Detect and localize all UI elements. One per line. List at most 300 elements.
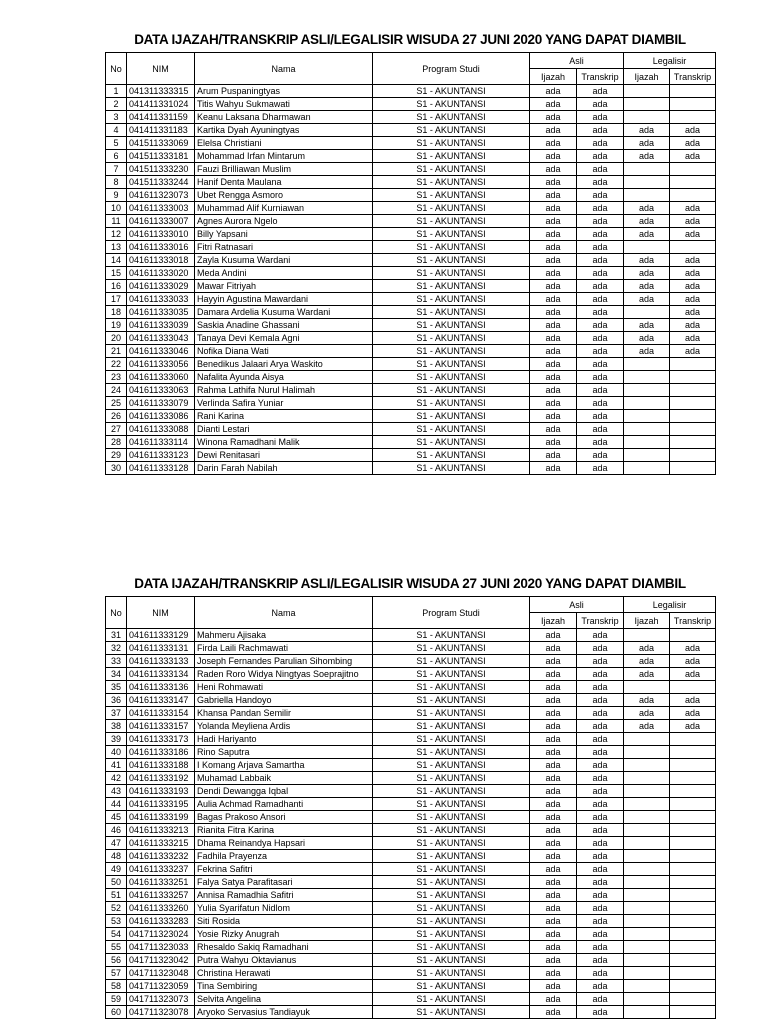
cell-program-studi: S1 - AKUNTANSI: [373, 436, 530, 449]
cell-asli-ijazah: ada: [530, 759, 577, 772]
cell-asli-ijazah: ada: [530, 902, 577, 915]
cell-asli-ijazah: ada: [530, 928, 577, 941]
cell-no: 3: [106, 111, 127, 124]
cell-legalisir-transkrip: [670, 397, 716, 410]
cell-legalisir-transkrip: ada: [670, 280, 716, 293]
table-row: [106, 772, 716, 785]
cell-legalisir-transkrip: ada: [670, 642, 716, 655]
table-row: [106, 993, 716, 1006]
cell-asli-transkrip: ada: [577, 980, 624, 993]
cell-legalisir-ijazah: [624, 410, 670, 423]
cell-nama: Mohammad Irfan Mintarum: [195, 150, 373, 163]
cell-asli-transkrip: ada: [577, 306, 624, 319]
cell-program-studi: S1 - AKUNTANSI: [373, 111, 530, 124]
cell-asli-transkrip: ada: [577, 241, 624, 254]
cell-no: 40: [106, 746, 127, 759]
cell-nim: 041711323078: [127, 1006, 195, 1019]
cell-asli-transkrip: ada: [577, 358, 624, 371]
cell-nama: Siti Rosida: [195, 915, 373, 928]
table-row: [106, 876, 716, 889]
cell-asli-ijazah: ada: [530, 837, 577, 850]
cell-asli-transkrip: ada: [577, 967, 624, 980]
cell-legalisir-transkrip: ada: [670, 668, 716, 681]
header-asli: Asli: [530, 53, 624, 69]
cell-nim: 041611333213: [127, 824, 195, 837]
cell-nama: Elelsa Christiani: [195, 137, 373, 150]
cell-legalisir-ijazah: [624, 967, 670, 980]
cell-asli-ijazah: ada: [530, 720, 577, 733]
cell-nim: 041611333193: [127, 785, 195, 798]
cell-legalisir-transkrip: [670, 863, 716, 876]
cell-legalisir-transkrip: [670, 759, 716, 772]
cell-legalisir-transkrip: [670, 941, 716, 954]
cell-asli-transkrip: ada: [577, 189, 624, 202]
cell-program-studi: S1 - AKUNTANSI: [373, 837, 530, 850]
table-row: [106, 124, 716, 137]
cell-program-studi: S1 - AKUNTANSI: [373, 189, 530, 202]
cell-nim: 041411331159: [127, 111, 195, 124]
cell-no: 25: [106, 397, 127, 410]
cell-asli-ijazah: ada: [530, 98, 577, 111]
cell-asli-transkrip: ada: [577, 720, 624, 733]
table-row: [106, 928, 716, 941]
table-row: [106, 267, 716, 280]
table-row: [106, 319, 716, 332]
cell-legalisir-ijazah: [624, 423, 670, 436]
header-legalisir: Legalisir: [624, 597, 716, 613]
cell-legalisir-transkrip: [670, 111, 716, 124]
cell-nim: 041611333086: [127, 410, 195, 423]
cell-asli-transkrip: ada: [577, 642, 624, 655]
cell-nama: Kartika Dyah Ayuningtyas: [195, 124, 373, 137]
cell-no: 27: [106, 423, 127, 436]
table-row: [106, 241, 716, 254]
cell-nim: 041711323048: [127, 967, 195, 980]
cell-asli-transkrip: ada: [577, 228, 624, 241]
cell-program-studi: S1 - AKUNTANSI: [373, 124, 530, 137]
cell-no: 56: [106, 954, 127, 967]
cell-legalisir-ijazah: [624, 954, 670, 967]
header-asli-ijazah: Ijazah: [530, 613, 577, 629]
cell-legalisir-ijazah: [624, 928, 670, 941]
cell-asli-transkrip: ada: [577, 176, 624, 189]
cell-nama: Dendi Dewangga Iqbal: [195, 785, 373, 798]
cell-asli-ijazah: ada: [530, 176, 577, 189]
cell-legalisir-transkrip: [670, 241, 716, 254]
table-row: [106, 189, 716, 202]
cell-nim: 041611333136: [127, 681, 195, 694]
cell-no: 36: [106, 694, 127, 707]
cell-legalisir-ijazah: [624, 384, 670, 397]
table-row: [106, 967, 716, 980]
cell-no: 34: [106, 668, 127, 681]
table-row: [106, 254, 716, 267]
cell-legalisir-transkrip: [670, 928, 716, 941]
cell-nim: 041611333195: [127, 798, 195, 811]
cell-legalisir-ijazah: [624, 902, 670, 915]
data-table: [105, 52, 716, 475]
cell-nama: Arum Puspaningtyas: [195, 85, 373, 98]
cell-legalisir-ijazah: ada: [624, 267, 670, 280]
cell-legalisir-transkrip: [670, 915, 716, 928]
header-nim: NIM: [127, 597, 195, 629]
cell-asli-transkrip: ada: [577, 707, 624, 720]
cell-nama: Dianti Lestari: [195, 423, 373, 436]
cell-no: 39: [106, 733, 127, 746]
cell-nama: Muhamad Labbaik: [195, 772, 373, 785]
cell-legalisir-ijazah: ada: [624, 137, 670, 150]
cell-nim: 041511333244: [127, 176, 195, 189]
cell-no: 26: [106, 410, 127, 423]
cell-nama: Nafalita Ayunda Aisya: [195, 371, 373, 384]
cell-asli-ijazah: ada: [530, 694, 577, 707]
cell-program-studi: S1 - AKUNTANSI: [373, 280, 530, 293]
table-row: [106, 358, 716, 371]
cell-asli-ijazah: ada: [530, 876, 577, 889]
cell-legalisir-transkrip: ada: [670, 150, 716, 163]
cell-asli-transkrip: ada: [577, 98, 624, 111]
cell-no: 8: [106, 176, 127, 189]
cell-asli-transkrip: ada: [577, 332, 624, 345]
cell-legalisir-ijazah: [624, 397, 670, 410]
cell-asli-ijazah: ada: [530, 228, 577, 241]
cell-program-studi: S1 - AKUNTANSI: [373, 202, 530, 215]
cell-legalisir-transkrip: [670, 876, 716, 889]
cell-asli-transkrip: ada: [577, 397, 624, 410]
header-no: No: [106, 597, 127, 629]
cell-nama: Yolanda Meyliena Ardis: [195, 720, 373, 733]
cell-asli-transkrip: ada: [577, 124, 624, 137]
cell-legalisir-transkrip: [670, 850, 716, 863]
cell-asli-transkrip: ada: [577, 163, 624, 176]
cell-asli-transkrip: ada: [577, 785, 624, 798]
cell-program-studi: S1 - AKUNTANSI: [373, 371, 530, 384]
cell-legalisir-transkrip: [670, 423, 716, 436]
cell-legalisir-transkrip: [670, 85, 716, 98]
cell-nama: Tina Sembiring: [195, 980, 373, 993]
cell-legalisir-ijazah: [624, 798, 670, 811]
cell-program-studi: S1 - AKUNTANSI: [373, 397, 530, 410]
cell-legalisir-ijazah: [624, 759, 670, 772]
cell-legalisir-transkrip: ada: [670, 655, 716, 668]
cell-asli-ijazah: ada: [530, 397, 577, 410]
cell-asli-transkrip: ada: [577, 293, 624, 306]
table-row: [106, 332, 716, 345]
cell-no: 58: [106, 980, 127, 993]
table-row: [106, 681, 716, 694]
cell-legalisir-transkrip: [670, 1006, 716, 1019]
cell-legalisir-ijazah: [624, 863, 670, 876]
cell-legalisir-transkrip: [670, 785, 716, 798]
cell-nim: 041611333007: [127, 215, 195, 228]
cell-nim: 041611333063: [127, 384, 195, 397]
cell-legalisir-transkrip: [670, 410, 716, 423]
cell-legalisir-transkrip: [670, 798, 716, 811]
cell-program-studi: S1 - AKUNTANSI: [373, 772, 530, 785]
table-row: [106, 629, 716, 642]
cell-legalisir-ijazah: [624, 980, 670, 993]
cell-legalisir-ijazah: [624, 176, 670, 189]
cell-legalisir-transkrip: [670, 902, 716, 915]
cell-no: 6: [106, 150, 127, 163]
cell-asli-ijazah: ada: [530, 863, 577, 876]
cell-legalisir-ijazah: ada: [624, 694, 670, 707]
table-row: [106, 345, 716, 358]
header-legalisir-ijazah: Ijazah: [624, 69, 670, 85]
cell-asli-transkrip: ada: [577, 202, 624, 215]
cell-no: 16: [106, 280, 127, 293]
cell-legalisir-ijazah: [624, 629, 670, 642]
cell-no: 31: [106, 629, 127, 642]
cell-legalisir-ijazah: [624, 241, 670, 254]
cell-asli-transkrip: ada: [577, 150, 624, 163]
cell-legalisir-ijazah: [624, 993, 670, 1006]
cell-no: 55: [106, 941, 127, 954]
cell-nim: 041711323042: [127, 954, 195, 967]
cell-program-studi: S1 - AKUNTANSI: [373, 423, 530, 436]
cell-no: 18: [106, 306, 127, 319]
cell-nama: Rianita Fitra Karina: [195, 824, 373, 837]
cell-nim: 041511333181: [127, 150, 195, 163]
cell-nama: Selvita Angelina: [195, 993, 373, 1006]
table-row: [106, 384, 716, 397]
cell-no: 19: [106, 319, 127, 332]
cell-legalisir-transkrip: [670, 462, 716, 475]
cell-asli-ijazah: ada: [530, 967, 577, 980]
cell-no: 33: [106, 655, 127, 668]
cell-program-studi: S1 - AKUNTANSI: [373, 733, 530, 746]
cell-asli-ijazah: ada: [530, 941, 577, 954]
cell-legalisir-transkrip: [670, 824, 716, 837]
cell-asli-ijazah: ada: [530, 772, 577, 785]
cell-asli-ijazah: ada: [530, 980, 577, 993]
cell-legalisir-transkrip: [670, 371, 716, 384]
cell-nim: 041611333192: [127, 772, 195, 785]
cell-asli-transkrip: ada: [577, 759, 624, 772]
cell-asli-ijazah: ada: [530, 111, 577, 124]
cell-legalisir-ijazah: [624, 785, 670, 798]
cell-nama: Aryoko Servasius Tandiayuk: [195, 1006, 373, 1019]
cell-nama: Raden Roro Widya Ningtyas Soeprajitno: [195, 668, 373, 681]
cell-no: 51: [106, 889, 127, 902]
cell-nama: Gabriella Handoyo: [195, 694, 373, 707]
cell-nama: Dhama Reinandya Hapsari: [195, 837, 373, 850]
cell-program-studi: S1 - AKUNTANSI: [373, 254, 530, 267]
table-row: [106, 850, 716, 863]
cell-no: 41: [106, 759, 127, 772]
cell-nim: 041411331024: [127, 98, 195, 111]
cell-asli-ijazah: ada: [530, 746, 577, 759]
cell-asli-ijazah: ada: [530, 423, 577, 436]
cell-legalisir-ijazah: [624, 915, 670, 928]
table-row: [106, 462, 716, 475]
cell-legalisir-ijazah: [624, 98, 670, 111]
cell-asli-transkrip: ada: [577, 733, 624, 746]
cell-asli-transkrip: ada: [577, 863, 624, 876]
cell-nim: 041611333128: [127, 462, 195, 475]
cell-no: 42: [106, 772, 127, 785]
cell-no: 47: [106, 837, 127, 850]
cell-legalisir-ijazah: ada: [624, 215, 670, 228]
cell-program-studi: S1 - AKUNTANSI: [373, 798, 530, 811]
header-asli-transkrip: Transkrip: [577, 69, 624, 85]
cell-no: 43: [106, 785, 127, 798]
table-row: [106, 1006, 716, 1019]
cell-no: 2: [106, 98, 127, 111]
cell-program-studi: S1 - AKUNTANSI: [373, 306, 530, 319]
cell-nama: Meda Andini: [195, 267, 373, 280]
cell-legalisir-transkrip: ada: [670, 345, 716, 358]
cell-legalisir-transkrip: ada: [670, 306, 716, 319]
table-row: [106, 98, 716, 111]
cell-program-studi: S1 - AKUNTANSI: [373, 746, 530, 759]
cell-nama: Tanaya Devi Kemala Agni: [195, 332, 373, 345]
cell-asli-transkrip: ada: [577, 280, 624, 293]
cell-program-studi: S1 - AKUNTANSI: [373, 150, 530, 163]
table-row: [106, 655, 716, 668]
cell-legalisir-transkrip: [670, 772, 716, 785]
cell-no: 24: [106, 384, 127, 397]
header-asli-ijazah: Ijazah: [530, 69, 577, 85]
cell-program-studi: S1 - AKUNTANSI: [373, 850, 530, 863]
cell-legalisir-transkrip: [670, 163, 716, 176]
cell-asli-transkrip: ada: [577, 902, 624, 915]
cell-legalisir-ijazah: ada: [624, 228, 670, 241]
cell-nama: Zayla Kusuma Wardani: [195, 254, 373, 267]
cell-asli-transkrip: ada: [577, 811, 624, 824]
cell-asli-ijazah: ada: [530, 332, 577, 345]
cell-nim: 041611333129: [127, 629, 195, 642]
cell-nim: 041711323073: [127, 993, 195, 1006]
cell-nim: 041611333088: [127, 423, 195, 436]
table-row: [106, 785, 716, 798]
cell-nama: Winona Ramadhani Malik: [195, 436, 373, 449]
cell-no: 38: [106, 720, 127, 733]
cell-nama: Agnes Aurora Ngelo: [195, 215, 373, 228]
cell-program-studi: S1 - AKUNTANSI: [373, 876, 530, 889]
cell-asli-transkrip: ada: [577, 824, 624, 837]
cell-nim: 041711323024: [127, 928, 195, 941]
cell-asli-transkrip: ada: [577, 837, 624, 850]
cell-nim: 041611333003: [127, 202, 195, 215]
cell-no: 22: [106, 358, 127, 371]
cell-asli-transkrip: ada: [577, 928, 624, 941]
cell-nama: Mahmeru Ajisaka: [195, 629, 373, 642]
cell-program-studi: S1 - AKUNTANSI: [373, 889, 530, 902]
table-row: [106, 707, 716, 720]
cell-asli-transkrip: ada: [577, 449, 624, 462]
cell-asli-ijazah: ada: [530, 280, 577, 293]
cell-nim: 041611333131: [127, 642, 195, 655]
cell-no: 32: [106, 642, 127, 655]
cell-no: 1: [106, 85, 127, 98]
cell-nim: 041611333016: [127, 241, 195, 254]
table-row: [106, 163, 716, 176]
cell-legalisir-transkrip: [670, 384, 716, 397]
cell-nama: Joseph Fernandes Parulian Sihombing: [195, 655, 373, 668]
cell-nama: Fadhila Prayenza: [195, 850, 373, 863]
cell-legalisir-transkrip: ada: [670, 707, 716, 720]
header-legalisir-transkrip: Transkrip: [670, 613, 716, 629]
header-legalisir-ijazah: Ijazah: [624, 613, 670, 629]
cell-asli-ijazah: ada: [530, 785, 577, 798]
cell-nim: 041611333114: [127, 436, 195, 449]
cell-legalisir-ijazah: [624, 462, 670, 475]
cell-asli-ijazah: ada: [530, 293, 577, 306]
table-row: [106, 798, 716, 811]
cell-legalisir-transkrip: ada: [670, 124, 716, 137]
cell-asli-ijazah: ada: [530, 345, 577, 358]
cell-no: 12: [106, 228, 127, 241]
cell-legalisir-transkrip: [670, 746, 716, 759]
cell-no: 15: [106, 267, 127, 280]
cell-asli-ijazah: ada: [530, 306, 577, 319]
cell-legalisir-transkrip: [670, 980, 716, 993]
cell-legalisir-ijazah: ada: [624, 319, 670, 332]
cell-no: 35: [106, 681, 127, 694]
table-row: [106, 759, 716, 772]
cell-nim: 041611333199: [127, 811, 195, 824]
cell-nama: Christina Herawati: [195, 967, 373, 980]
cell-legalisir-transkrip: [670, 358, 716, 371]
cell-asli-ijazah: ada: [530, 629, 577, 642]
cell-legalisir-ijazah: [624, 449, 670, 462]
cell-program-studi: S1 - AKUNTANSI: [373, 863, 530, 876]
cell-asli-ijazah: ada: [530, 358, 577, 371]
cell-asli-transkrip: ada: [577, 462, 624, 475]
cell-legalisir-transkrip: [670, 98, 716, 111]
table-row: [106, 902, 716, 915]
table-row: [106, 733, 716, 746]
table-row: [106, 863, 716, 876]
cell-nama: Dewi Renitasari: [195, 449, 373, 462]
table-row: [106, 915, 716, 928]
cell-nama: Falya Satya Parafitasari: [195, 876, 373, 889]
cell-no: 17: [106, 293, 127, 306]
header-nama: Nama: [195, 53, 373, 85]
cell-asli-ijazah: ada: [530, 850, 577, 863]
cell-program-studi: S1 - AKUNTANSI: [373, 163, 530, 176]
cell-asli-transkrip: ada: [577, 694, 624, 707]
cell-nim: 041611333215: [127, 837, 195, 850]
cell-nim: 041611333157: [127, 720, 195, 733]
cell-asli-ijazah: ada: [530, 707, 577, 720]
cell-nama: Rhesaldo Sakiq Ramadhani: [195, 941, 373, 954]
header-nama: Nama: [195, 597, 373, 629]
cell-program-studi: S1 - AKUNTANSI: [373, 967, 530, 980]
cell-nama: Mawar Fitriyah: [195, 280, 373, 293]
cell-legalisir-ijazah: ada: [624, 254, 670, 267]
cell-asli-transkrip: ada: [577, 410, 624, 423]
cell-legalisir-transkrip: ada: [670, 694, 716, 707]
cell-no: 4: [106, 124, 127, 137]
cell-nama: Rahma Lathifa Nurul Halimah: [195, 384, 373, 397]
cell-legalisir-ijazah: [624, 889, 670, 902]
cell-no: 45: [106, 811, 127, 824]
cell-asli-transkrip: ada: [577, 850, 624, 863]
table-row: [106, 694, 716, 707]
cell-program-studi: S1 - AKUNTANSI: [373, 176, 530, 189]
table-row: [106, 954, 716, 967]
cell-legalisir-ijazah: ada: [624, 655, 670, 668]
cell-no: 50: [106, 876, 127, 889]
cell-program-studi: S1 - AKUNTANSI: [373, 759, 530, 772]
cell-asli-ijazah: ada: [530, 642, 577, 655]
cell-asli-ijazah: ada: [530, 1006, 577, 1019]
cell-program-studi: S1 - AKUNTANSI: [373, 137, 530, 150]
cell-program-studi: S1 - AKUNTANSI: [373, 928, 530, 941]
cell-nim: 041311333315: [127, 85, 195, 98]
